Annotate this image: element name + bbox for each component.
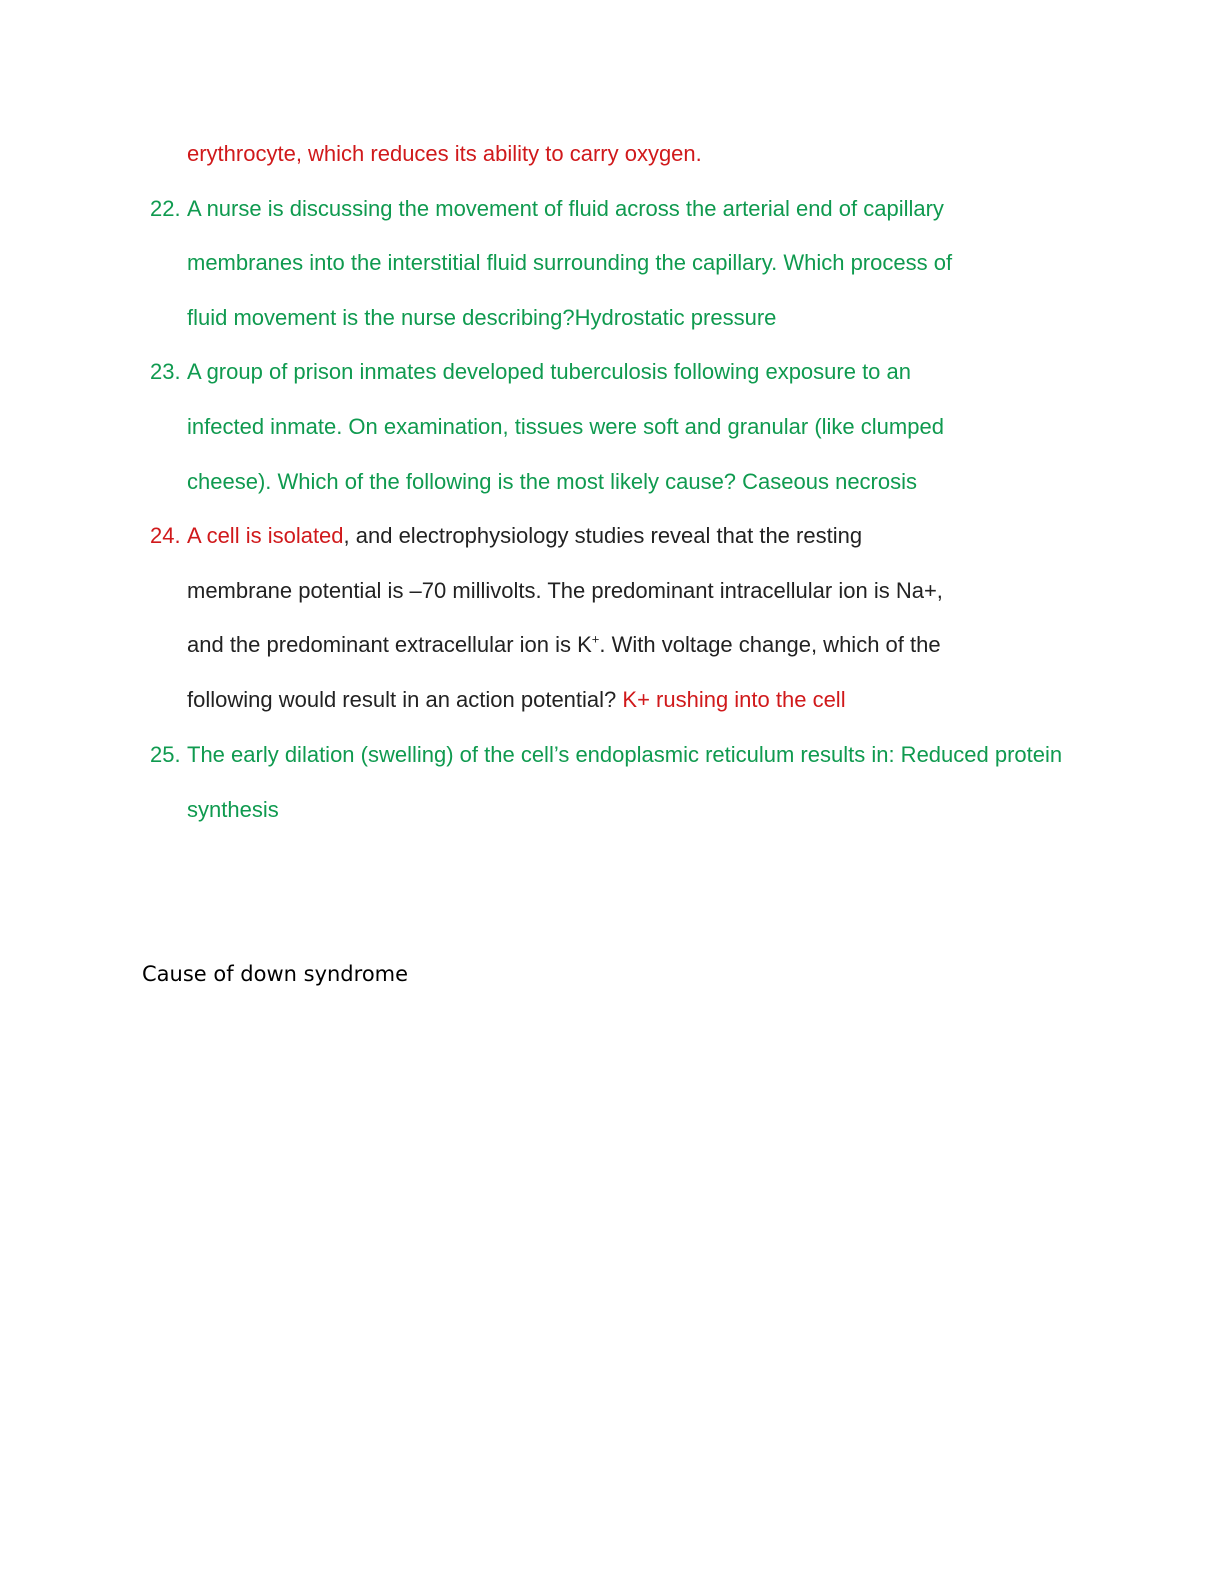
continuation-text: erythrocyte, which reduces its ability to carry oxygen. [187, 141, 702, 166]
question-24-line-1-rest: , and electrophysiology studies reveal that the resting [343, 523, 863, 548]
question-22-number: 22. [150, 196, 181, 221]
question-25-number: 25. [150, 742, 181, 767]
question-24-answer: K+ rushing into the cell [622, 687, 846, 712]
note-text: Cause of down syndrome [142, 962, 409, 986]
question-22-line-3: fluid movement is the nurse describing?Hydrostatic pressure [187, 305, 777, 330]
question-23-line-1: A group of prison inmates developed tuberculosis following exposure to an [187, 359, 912, 384]
question-25-line-1: The early dilation (swelling) of the cell’s endoplasmic reticulum results in: Reduced protein [187, 742, 1063, 767]
question-24-line-3-b: . With voltage change, which of the [599, 632, 941, 657]
question-22-line-1: A nurse is discussing the movement of fluid across the arterial end of capillary [187, 196, 944, 221]
question-25-line-2: synthesis [187, 797, 279, 822]
question-24-line-3 [187, 631, 941, 659]
question-24-line-3-a: and the predominant extracellular ion is K [187, 632, 592, 657]
question-23-line-3: cheese). Which of the following is the most likely cause? Caseous necrosis [187, 469, 918, 494]
question-23-line-2: infected inmate. On examination, tissues were soft and granular (like clumped [187, 414, 944, 439]
question-22-line-2: membranes into the interstitial fluid surrounding the capillary. Which process of [187, 250, 953, 275]
question-24-line-4 [187, 686, 846, 714]
question-24-number: 24. [150, 523, 181, 548]
question-24-superscript: + [591, 631, 600, 647]
question-24-line-1 [187, 522, 862, 550]
question-23-number: 23. [150, 359, 181, 384]
question-24-line-4-text: following would result in an action potential? [187, 687, 623, 712]
question-24-line-2: membrane potential is –70 millivolts. The predominant intracellular ion is Na+, [187, 578, 943, 603]
question-24-highlight: A cell is isolated [187, 523, 344, 548]
